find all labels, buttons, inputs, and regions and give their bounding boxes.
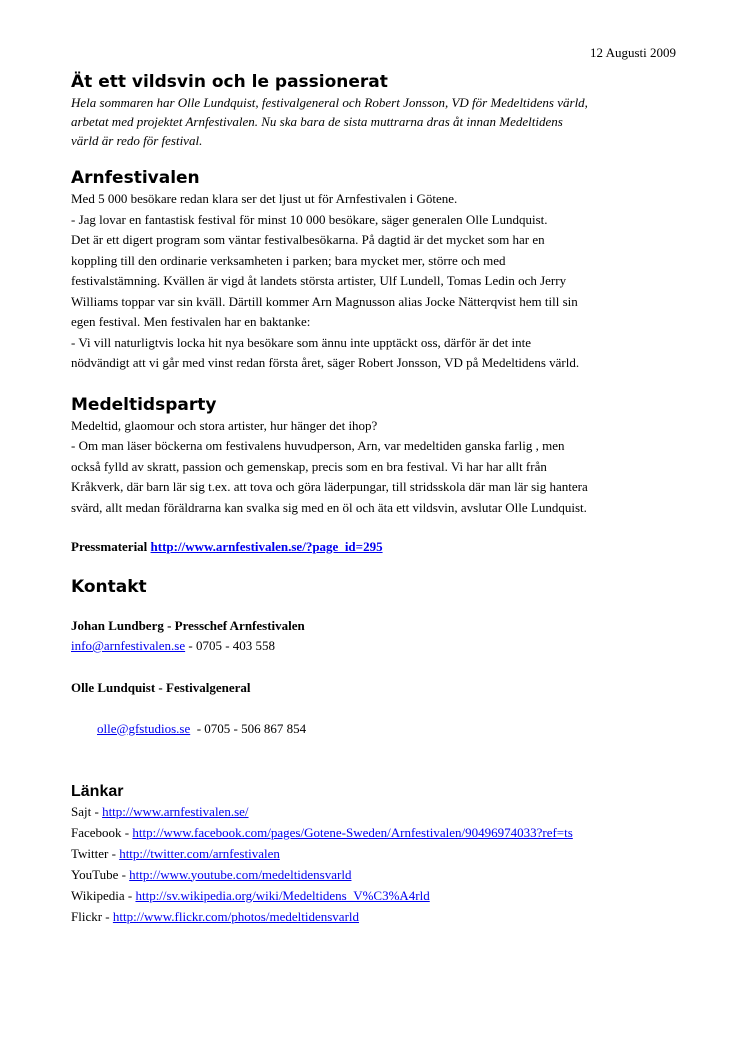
press-material-label: Pressmaterial bbox=[71, 539, 148, 554]
link-label: Facebook - bbox=[71, 824, 133, 840]
link-label: Twitter - bbox=[71, 845, 120, 861]
body-line: egen festival. Men festivalen har en baktanke: bbox=[71, 314, 311, 329]
headline: Ät ett vildsvin och le passionerat bbox=[71, 72, 388, 92]
link-label: YouTube - bbox=[71, 866, 130, 882]
body-line: Med 5 000 besökare redan klara ser det ljust ut för Arnfestivalen i Götene. bbox=[71, 191, 458, 206]
list-item bbox=[71, 822, 681, 843]
youtube-link[interactable]: http://www.youtube.com/medeltidensvarld bbox=[129, 866, 352, 882]
links-list bbox=[71, 801, 681, 927]
list-item bbox=[71, 885, 681, 906]
contact-phone: - 0705 - 506 867 854 bbox=[190, 720, 307, 736]
contact-phone: - 0705 - 403 558 bbox=[185, 638, 276, 653]
contact-email-link[interactable]: info@arnfestivalen.se bbox=[71, 638, 186, 653]
twitter-link[interactable]: http://twitter.com/arnfestivalen bbox=[119, 845, 280, 861]
list-item bbox=[71, 906, 681, 927]
section-heading-lankar: Länkar bbox=[71, 782, 124, 800]
body-line: - Vi vill naturligtvis locka hit nya besökare som ännu inte upptäckt oss, därför är det inte bbox=[71, 334, 532, 350]
document-date: 12 Augusti 2009 bbox=[590, 45, 676, 60]
list-item bbox=[71, 864, 681, 885]
lead-line: Hela sommaren har Olle Lundquist, festivalgeneral och Robert Jonsson, VD för Medeltidens värld, bbox=[71, 95, 588, 110]
body-line: Williams toppar var sin kväll. Därtill kommer Arn Magnusson alias Jocke Nätterqvist hem till sin bbox=[71, 293, 578, 309]
contact-name: Johan Lundberg - Presschef Arnfestivalen bbox=[71, 617, 305, 633]
body-line: - Om man läser böckerna om festivalens huvudperson, Arn, var medeltiden ganska farlig , men bbox=[71, 438, 565, 453]
document-body bbox=[71, 71, 681, 927]
flickr-link[interactable]: http://www.flickr.com/photos/medeltidensvarld bbox=[112, 908, 360, 924]
section-heading-medeltidsparty: Medeltidsparty bbox=[71, 394, 217, 415]
body-line: koppling till den ordinarie verksamheten i parken; bara mycket mer, större och med bbox=[71, 252, 506, 268]
section-heading-kontakt: Kontakt bbox=[71, 576, 147, 597]
press-material bbox=[71, 537, 681, 558]
link-label: Wikipedia - bbox=[71, 887, 136, 903]
body-line: också fylld av skratt, passion och gemenskap, precis som en bra festival. Vi har har allt från bbox=[71, 458, 547, 474]
contact-name: Olle Lundquist - Festivalgeneral bbox=[71, 679, 251, 695]
contact-person bbox=[71, 616, 681, 657]
section-heading-arnfestivalen: Arnfestivalen bbox=[71, 168, 200, 188]
list-item bbox=[71, 843, 681, 864]
lead-line: arbetat med projektet Arnfestivalen. Nu ska bara de sista muttrarna dras åt innan Medeltidens bbox=[71, 114, 563, 129]
wikipedia-link[interactable]: http://sv.wikipedia.org/wiki/Medeltidens_V%C3%A4rld bbox=[135, 887, 430, 903]
section-body-medeltidsparty bbox=[71, 416, 681, 519]
body-line: nödvändigt att vi går med vinst redan första året, säger Robert Jonsson, VD på Medeltidens värld. bbox=[71, 355, 580, 370]
body-line: Kråkverk, där barn lär sig t.ex. att tova och göra läderpungar, till stridsskola där man lär sig hantera bbox=[71, 479, 588, 494]
body-line: svärd, allt medan föräldrarna kan svalka sig med en öl och äta ett vildsvin, avslutar Olle Lundquist. bbox=[71, 499, 587, 515]
body-line: - Jag lovar en fantastisk festival för minst 10 000 besökare, säger generalen Olle Lundquist. bbox=[71, 211, 548, 227]
press-material-link[interactable]: http://www.arnfestivalen.se/?page_id=295 bbox=[150, 539, 383, 554]
lead-line: värld är redo för festival. bbox=[71, 133, 203, 148]
section-body-arnfestivalen bbox=[71, 189, 681, 374]
link-label: Sajt - bbox=[71, 803, 103, 819]
body-line: Det är ett digert program som väntar festivalbesökarna. På dagtid är det mycket som har en bbox=[71, 232, 545, 247]
link-label: Flickr - bbox=[71, 908, 113, 924]
lead-paragraph bbox=[71, 93, 681, 150]
website-link[interactable]: http://www.arnfestivalen.se/ bbox=[102, 803, 249, 819]
body-line: Medeltid, glaomour och stora artister, hur hänger det ihop? bbox=[71, 417, 378, 433]
list-item bbox=[71, 801, 681, 822]
contact-person bbox=[71, 678, 681, 760]
contact-email-link[interactable]: olle@gfstudios.se bbox=[97, 720, 191, 736]
body-line: festivalstämning. Kvällen är vigd åt landets största artister, Ulf Lundell, Tomas Ledin och Jerry bbox=[71, 273, 567, 288]
facebook-link[interactable]: http://www.facebook.com/pages/Gotene-Sweden/Arnfestivalen/90496974033?ref=ts bbox=[132, 824, 573, 840]
